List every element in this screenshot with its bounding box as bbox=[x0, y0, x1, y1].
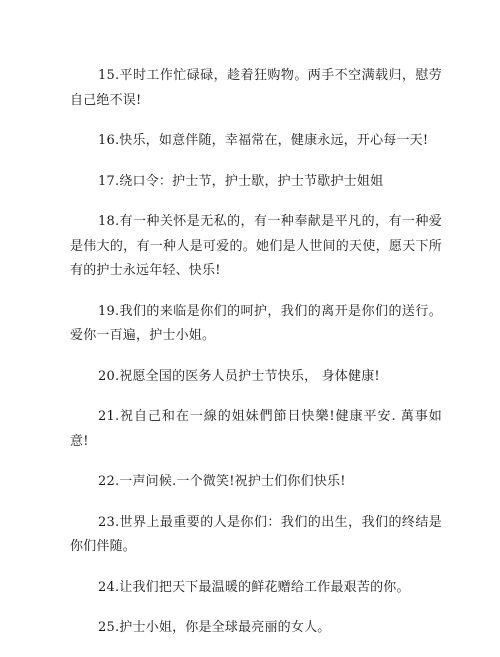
paragraph-23: 23.世界上最重要的人是你们：我们的出生，我们的终结是你们伴随。 bbox=[70, 514, 442, 554]
paragraph-19: 19.我们的来临是你们的呵护，我们的离开是你们的送行。爱你一百遍，护士小姐。 bbox=[70, 303, 442, 343]
paragraph-22: 22.一声问候.一个微笑!祝护士们你们快乐! bbox=[98, 474, 346, 489]
paragraph-16: 16.快乐，如意伴随，幸福常在，健康永远，开心每一天! bbox=[98, 133, 429, 148]
paragraph-25: 25.护士小姐，你是全球最亮丽的女人。 bbox=[98, 620, 331, 635]
paragraph-15: 15.平时工作忙碌碌，趁着狂购物。两手不空满载归，慰劳自己绝不误! bbox=[70, 68, 442, 108]
document-body bbox=[70, 64, 442, 657]
paragraph-17: 17.绕口令：护士节，护士歇，护士节歇护士姐姐 bbox=[98, 173, 384, 189]
paragraph-24: 24.让我们把天下最温暖的鲜花赠给工作最艰苦的你。 bbox=[98, 579, 410, 595]
paragraph-20: 20.祝愿全国的医务人员护士节快乐， 身体健康! bbox=[98, 368, 380, 384]
paragraph-21: 21.祝自己和在一線的姐妹們節日快樂!健康平安. 萬事如意! bbox=[70, 409, 442, 449]
paragraph-18: 18.有一种关怀是无私的，有一种奉献是平凡的，有一种爱是伟大的，有一种人是可爱的。她们是人世间的天使，愿天下所有的护士永远年轻、快乐! bbox=[70, 214, 442, 278]
